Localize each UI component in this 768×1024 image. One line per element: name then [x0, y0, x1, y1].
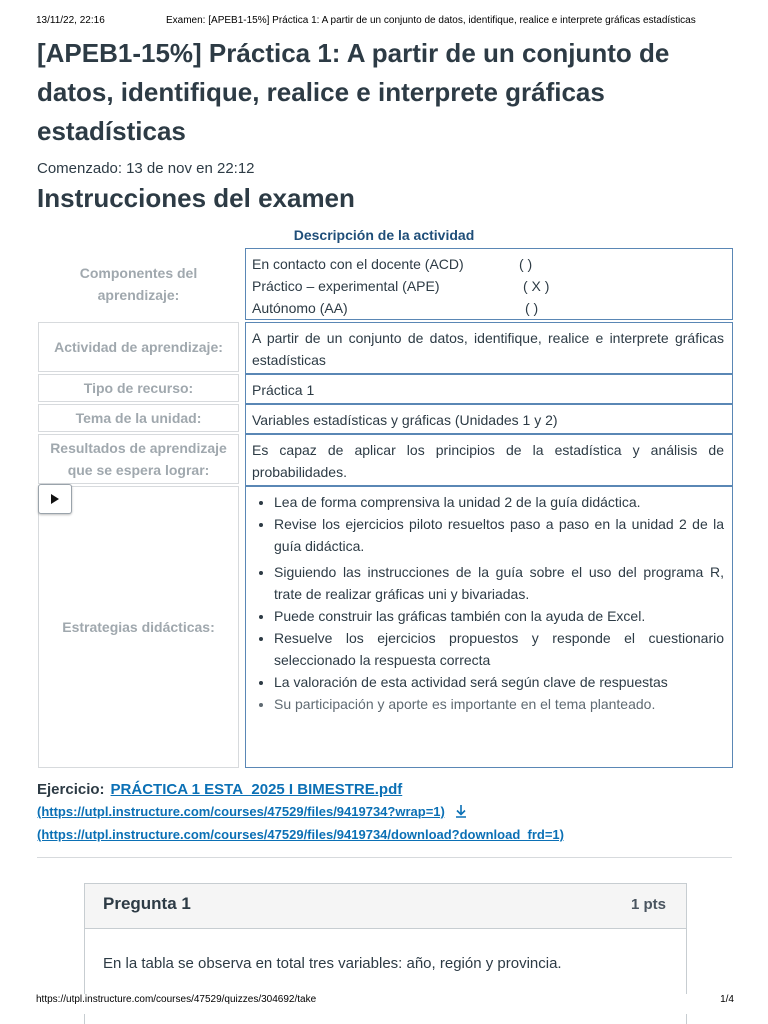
strategy-item: • Lea de forma comprensiva la unidad 2 de la guía didáctica.	[274, 491, 724, 513]
exercise-line	[37, 781, 402, 798]
print-page-number: 1/4	[720, 994, 734, 1005]
download-icon[interactable]	[454, 804, 468, 821]
exercise-file-link[interactable]: PRÁCTICA 1 ESTA_2025 I BIMESTRE.pdf	[110, 781, 403, 798]
question-header	[85, 884, 686, 929]
started-value: 13 de nov en 22:12	[126, 160, 255, 177]
download-url-line	[37, 827, 564, 842]
row-label-recurso: Tipo de recurso:	[38, 374, 239, 402]
started-label: Comenzado:	[37, 160, 123, 177]
estrategias-cell	[245, 486, 733, 768]
table-caption: Descripción de la actividad	[293, 227, 475, 243]
exercise-url-line	[37, 804, 468, 821]
tema-cell: Variables estadísticas y gráficas (Unidades 1 y 2)	[245, 404, 733, 434]
instructions-heading: Instrucciones del examen	[37, 183, 355, 213]
print-footer	[0, 994, 768, 1014]
play-icon	[50, 493, 60, 505]
divider	[37, 857, 732, 858]
mode-ape: Práctico – experimental (APE)	[252, 278, 440, 294]
strategy-item: • Su participación y aporte es importante en el tema planteado.	[274, 693, 724, 715]
strategy-item: • Resuelve los ejercicios propuestos y responde el cuestionario seleccionado la respuesta correcta	[274, 627, 724, 671]
row-label-actividad: Actividad de aprendizaje:	[38, 322, 239, 372]
mode-aa: Autónomo (AA)	[252, 300, 348, 316]
mode-aa-mark: ( )	[525, 300, 539, 316]
strategy-item: • Puede construir las gráficas también con la ayuda de Excel.	[274, 605, 724, 627]
recurso-cell: Práctica 1	[245, 374, 733, 404]
componentes-label: Componentes del aprendizaje:	[79, 265, 198, 303]
mode-acd: En contacto con el docente (ACD)	[252, 256, 464, 272]
started-info	[37, 160, 259, 177]
print-url: https://utpl.instructure.com/courses/47529/quizzes/304692/take	[36, 994, 317, 1005]
strategy-item: • Siguiendo las instrucciones de la guía sobre el uso del programa R, trate de realizar gráficas uni y bivariadas.	[274, 561, 724, 605]
strategies-list	[252, 491, 724, 715]
print-page-title: Examen: [APEB1-15%] Práctica 1: A partir de un conjunto de datos, identifique, realice e interprete gráficas estadísticas	[166, 15, 696, 26]
exercise-label: Ejercicio:	[37, 781, 105, 798]
download-url-link[interactable]: (https://utpl.instructure.com/courses/47529/files/9419734/download?download_frd=1)	[37, 827, 564, 842]
strategy-item: • La valoración de esta actividad será según clave de respuestas	[274, 671, 724, 693]
question-title: Pregunta 1	[103, 894, 191, 913]
play-button[interactable]	[38, 484, 72, 514]
exercise-url-link[interactable]: (https://utpl.instructure.com/courses/47529/files/9419734?wrap=1)	[37, 804, 445, 819]
strategy-item: • Revise los ejercicios piloto resueltos paso a paso en la unidad 2 de la guía didáctica.	[274, 513, 724, 557]
row-label-componentes	[38, 248, 239, 320]
mode-ape-mark: ( X )	[523, 278, 550, 294]
actividad-cell: A partir de un conjunto de datos, identifique, realice e interprete gráficas estadísticas	[245, 322, 733, 374]
componentes-cell	[245, 248, 733, 320]
mode-acd-mark: ( )	[519, 256, 533, 272]
question-points: 1 pts	[630, 896, 666, 913]
row-label-resultados: Resultados de aprendizaje que se espera lograr:	[38, 434, 239, 484]
print-date: 13/11/22, 22:16	[36, 15, 105, 26]
row-label-estrategias: Estrategias didácticas:	[38, 486, 239, 768]
resultados-cell: Es capaz de aplicar los principios de la estadística y análisis de probabilidades.	[245, 434, 733, 486]
page-title: [APEB1-15%] Práctica 1: A partir de un conjunto de datos, identifique, realice e interprete gráficas estadísticas	[37, 38, 670, 146]
row-label-tema: Tema de la unidad:	[38, 404, 239, 432]
question-text: En la tabla se observa en total tres variables: año, región y provincia.	[103, 955, 562, 972]
